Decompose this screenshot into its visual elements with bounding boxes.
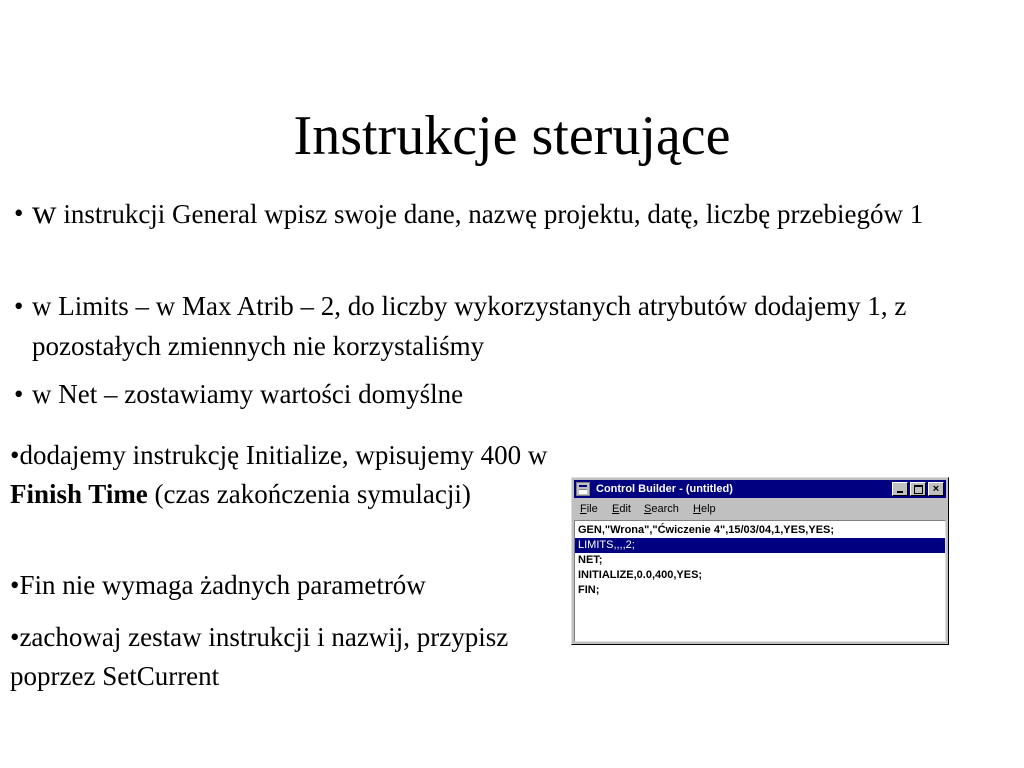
bullet-initialize — [10, 436, 570, 514]
code-line-net[interactable]: NET; — [578, 554, 603, 566]
slide-title: Instrukcje sterujące — [293, 105, 731, 167]
menu-search[interactable] — [644, 500, 679, 518]
bullet-general — [14, 193, 944, 234]
bullet-marker: • — [14, 198, 24, 228]
bullet-lead-word: w — [32, 194, 57, 231]
bullet-text — [14, 193, 944, 234]
minimize-button[interactable] — [892, 482, 908, 496]
bullet-fin: •Fin nie wymaga żadnych parametrów — [10, 570, 426, 600]
code-line-initialize[interactable]: INITIALIZE,0.0,400,YES; — [578, 569, 703, 581]
control-builder-window — [571, 477, 949, 645]
code-line-limits[interactable]: LIMITS,,,,2; — [575, 538, 945, 553]
bullet-marker: • — [14, 379, 24, 409]
menu-bar — [574, 500, 946, 518]
menu-accel: F — [580, 503, 587, 515]
window-title: Control Builder - (untitled) — [596, 483, 733, 495]
bullet-limits — [14, 286, 974, 366]
bullet-text: w Limits – w Max Atrib – 2, do liczby wykorzystanych atrybutów dodajemy 1, z pozostałych zmiennych nie korzystaliśmy — [32, 291, 907, 361]
app-icon[interactable] — [576, 482, 590, 496]
bullet-body: instrukcji General wpisz swoje dane, nazwę projektu, datę, liczbę przebiegów 1 — [56, 199, 924, 229]
menu-label: dit — [619, 503, 631, 515]
menu-accel: S — [644, 503, 652, 515]
menu-label: ile — [586, 503, 598, 515]
bullet-setcurrent: •zachowaj zestaw instrukcji i nazwij, przypisz poprzez SetCurrent — [10, 622, 509, 691]
bullet-text: w Net – zostawiamy wartości domyślne — [32, 379, 464, 409]
bullet-text-before: •dodajemy instrukcję Initialize, wpisujemy 400 w — [10, 440, 548, 470]
close-icon: × — [932, 483, 940, 495]
code-line-gen[interactable]: GEN,"Wrona","Ćwiczenie 4",15/03/04,1,YES,YES; — [578, 524, 835, 536]
menu-help[interactable] — [693, 500, 716, 518]
menu-edit[interactable] — [612, 500, 631, 518]
code-line-fin[interactable]: FIN; — [578, 584, 600, 596]
code-editor[interactable] — [574, 520, 946, 642]
menu-label: elp — [700, 503, 716, 515]
menu-accel: H — [693, 503, 701, 515]
menu-file[interactable] — [580, 500, 598, 518]
bullet-net — [14, 374, 714, 414]
bullet-bold-term: Finish Time — [10, 479, 148, 509]
close-button[interactable] — [928, 482, 944, 496]
menu-label: earch — [651, 503, 679, 515]
window-titlebar[interactable] — [574, 480, 946, 498]
bullet-marker: • — [14, 291, 24, 321]
bullet-text-after: (czas zakończenia symulacji) — [147, 479, 471, 509]
menu-accel: E — [612, 503, 620, 515]
maximize-button[interactable] — [910, 482, 926, 496]
